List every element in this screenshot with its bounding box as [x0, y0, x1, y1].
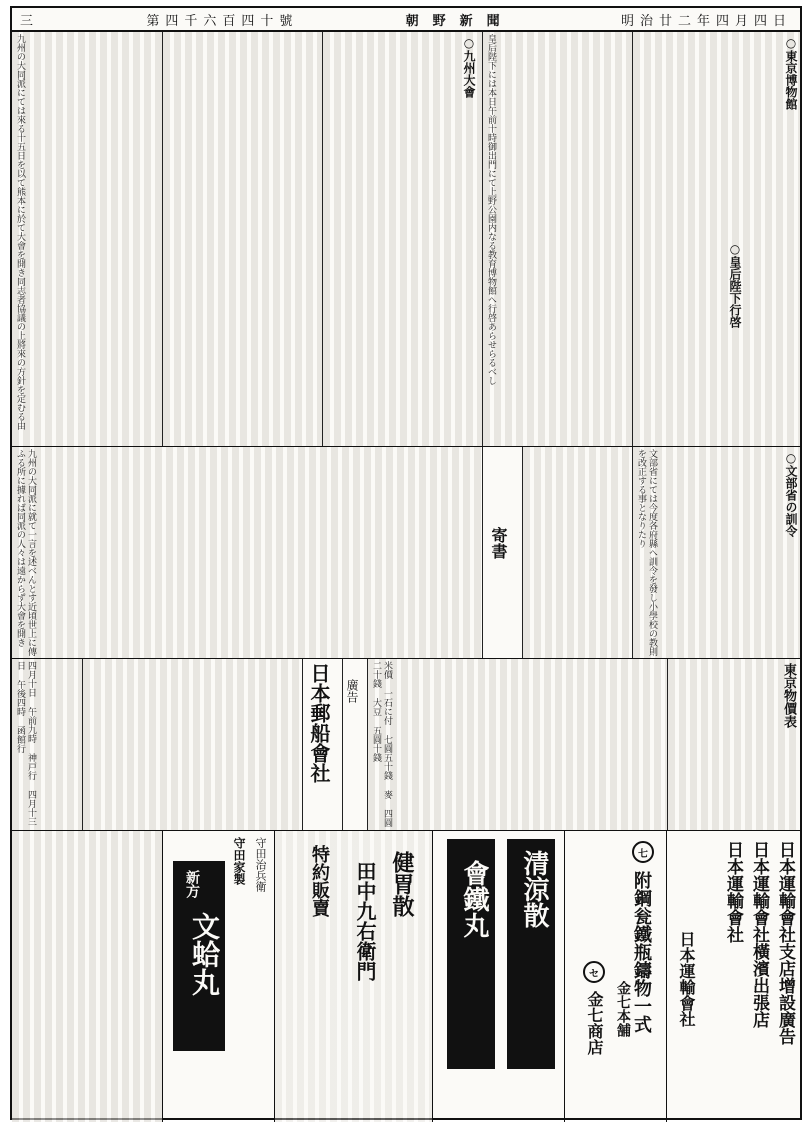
- advertisement-band: [12, 831, 800, 1122]
- lower-info-band: [12, 659, 800, 831]
- bunkogan-product: 文蛤丸: [188, 912, 221, 996]
- kinshichi-ad: [564, 831, 666, 1122]
- nippon-unyu-ad: [666, 831, 800, 1122]
- ministry-body: 文部省にては今度各府縣へ訓令を發し小學校の教則を改正する事となりたり: [636, 449, 657, 656]
- bunkogan-product-box: [173, 861, 225, 1051]
- bunkogan-title: 新方: [184, 870, 200, 898]
- nippon-unyu-footer: 日本運輸會社: [677, 931, 696, 1027]
- newspaper-title: 朝野新聞: [405, 13, 514, 29]
- price-table-body: 米價 一石に付 七圓五十錢 麥 四圓二十錢 大豆 五圓十錢: [371, 661, 392, 827]
- kenisan-vendor: 田中九右衛門: [353, 861, 377, 981]
- shipping-schedule-column: [12, 659, 82, 830]
- kaitetsugan-product: 會鐵丸: [459, 860, 489, 938]
- kaitetsugan-box: [447, 839, 495, 1069]
- price-table-column: [667, 659, 800, 830]
- article-body-left: 九州の大同派にては來る十五日を以て熊本に於て大會を開き同志者協議の上將來の方針を定むる由: [15, 34, 25, 430]
- price-detail-table: [367, 659, 667, 830]
- issue-date: 明治廿二年四月四日: [620, 13, 792, 29]
- middle-column-3: [522, 447, 632, 658]
- middle-right-column: [632, 447, 800, 658]
- bunkogan-vendor: 守田家製: [232, 837, 246, 885]
- top-article-band: [12, 32, 800, 447]
- price-table-title: 東京物價表: [781, 663, 796, 728]
- kinshichi-vendor2: 金七本舗: [615, 981, 631, 1037]
- article-heading-third: ○九州大會: [462, 36, 476, 98]
- kenisan-tag: 特約販賣: [309, 845, 330, 917]
- nyk-ad-column: [302, 659, 342, 830]
- seiryosan-box: [507, 839, 555, 1069]
- bunkogan-ad: [162, 831, 274, 1122]
- classified-ad-list: [12, 831, 162, 1122]
- kinshichi-mark-1: 七: [632, 841, 654, 863]
- kinshichi-vendor: 金七商店: [585, 991, 604, 1055]
- bunkogan-vendor2: 守田治兵衛: [254, 837, 267, 892]
- newspaper-page: [10, 6, 802, 1120]
- column-left: [12, 32, 162, 446]
- article-heading-second: ○皇后陛下行啓: [728, 242, 742, 328]
- seiryosan-product: 清涼散: [519, 850, 549, 928]
- column-4: [482, 32, 632, 446]
- kinshichi-title: 附鋼瓮鐵瓶鑄物一式: [631, 871, 652, 1033]
- kinshichi-mark-2: セ: [583, 961, 605, 983]
- article-heading-ministry: ○文部省の訓令: [784, 451, 798, 537]
- seiryosan-ad: [432, 831, 564, 1122]
- shipping-table: [82, 659, 302, 830]
- middle-left-column: [12, 447, 482, 658]
- kisho-heading-column: [482, 447, 522, 658]
- kisho-title: 寄書: [489, 527, 508, 559]
- article-heading-main: ○東京博物館: [784, 36, 798, 110]
- middle-article-band: [12, 447, 800, 659]
- nippon-unyu-title2: 日本運輸會社橫濱出張店: [749, 841, 769, 1028]
- page-number: 三: [20, 13, 40, 29]
- kenisan-product: 健胃散: [389, 851, 415, 917]
- nippon-unyu-title: 日本運輸會社: [723, 841, 743, 943]
- masthead: [12, 8, 800, 32]
- nyk-ad-title: 日本郵船會社: [307, 663, 331, 783]
- column-3: [322, 32, 482, 446]
- article-body-second: 皇后陛下には本日午前十時御出門にて上野公園内なる教育博物館へ行啓あらせらるべし: [486, 34, 496, 385]
- nippon-unyu-title3: 日本運輸會社支店增設廣告: [775, 841, 795, 1045]
- nyk-ad-sub: 廣告: [345, 679, 359, 703]
- kenisan-ad: [274, 831, 432, 1122]
- shipping-schedule: 四月十日 午前九時 神戸行 四月十三日 午後四時 函館行: [15, 661, 36, 826]
- kisho-body: 九州の大同派に就て一言を述べんとす近頃世上に傳ふる所に據れば同派の人々は遠からず大會を開き: [15, 449, 36, 656]
- column-2: [162, 32, 322, 446]
- nyk-ad-sub-column: [342, 659, 367, 830]
- issue-number: 第四千六百四十號: [146, 13, 299, 29]
- column-right: [632, 32, 800, 446]
